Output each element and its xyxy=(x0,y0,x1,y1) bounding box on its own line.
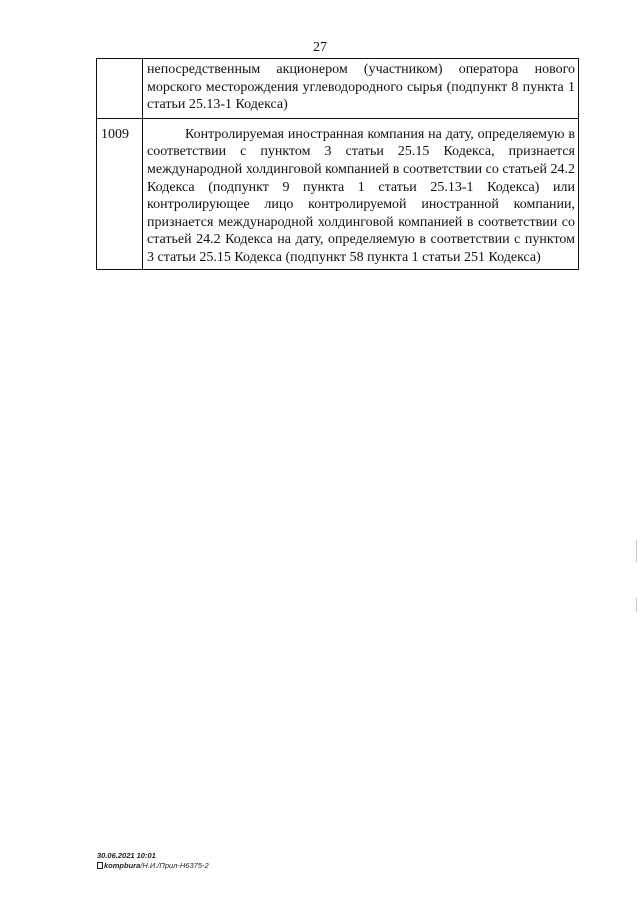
description-cell: Контролируемая иностранная компания на дату, определяемую в соответствии с пунктом 3 статьи 25.15 Кодекса, признается международной холдинговой компанией в соответствии со статьей 24.2 Кодекса (подпункт 9 пункта 1 статьи 25.13-1 Кодекса) или контролирующее лицо контролируемой иностранной компании, признается международной холдинговой компанией в соответствии со статьей 24.2 Кодекса на дату, определяемую в соответствии с пунктом 3 статьи 25.15 Кодекса (подпункт 58 пункта 1 статьи 251 Кодекса) xyxy=(143,118,579,269)
file-path-line xyxy=(97,861,209,871)
scan-edge-mark xyxy=(636,540,637,562)
author-name: kompbura xyxy=(104,861,141,870)
page-number: 27 xyxy=(313,40,327,55)
codes-table xyxy=(96,58,579,270)
print-footer xyxy=(97,851,209,871)
document-icon xyxy=(97,862,103,869)
print-timestamp: 30.06.2021 10:01 xyxy=(97,851,156,860)
table-row xyxy=(97,118,579,269)
description-cell: непосредственным акционером (участником) оператора нового морского месторождения углеводородного сырья (подпункт 8 пункта 1 статьи 25.13-1 Кодекса) xyxy=(143,59,579,119)
scan-edge-mark xyxy=(636,598,637,612)
code-cell: 1009 xyxy=(97,118,143,269)
file-path: /Н.И./Прил-Н6375-2 xyxy=(140,861,209,870)
table-row xyxy=(97,59,579,119)
code-cell xyxy=(97,59,143,119)
